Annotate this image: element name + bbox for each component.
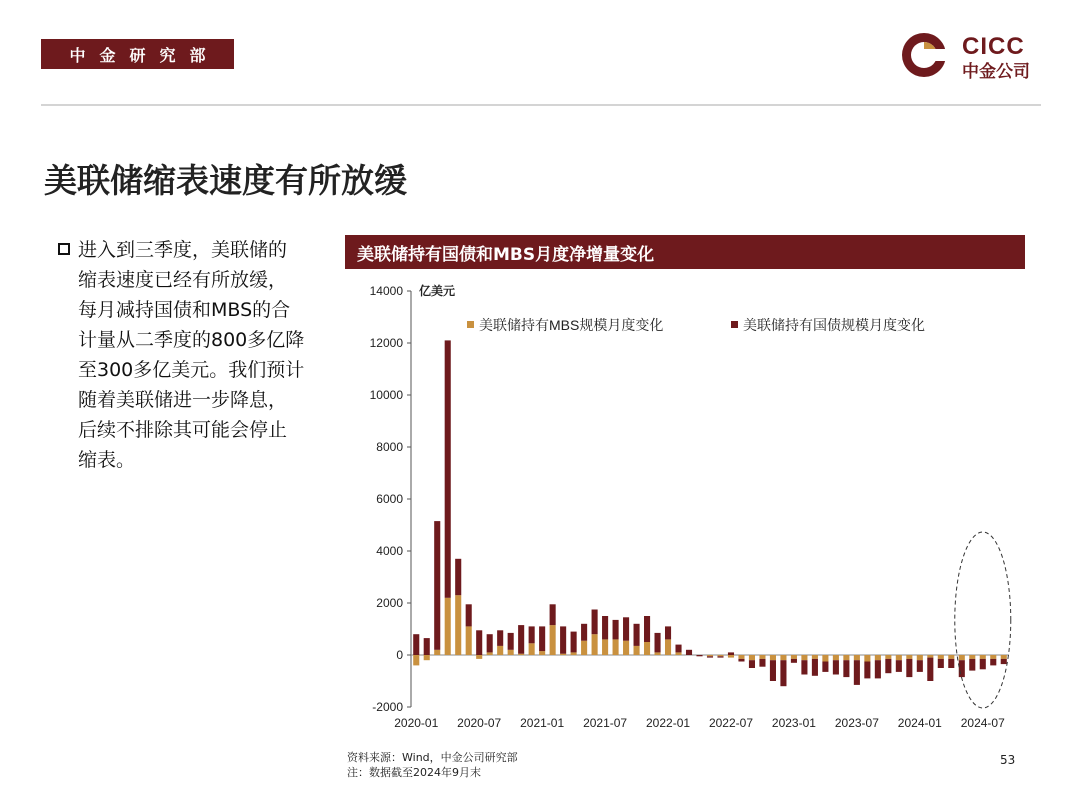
bar-mbs <box>990 655 996 659</box>
bar-treasury <box>497 630 503 646</box>
bar-mbs <box>770 655 776 660</box>
bar-treasury <box>843 660 849 677</box>
bar-mbs <box>969 655 975 659</box>
bar-treasury <box>728 652 734 655</box>
bar-treasury <box>854 660 860 685</box>
bar-treasury <box>896 660 902 672</box>
bar-mbs <box>623 641 629 655</box>
bar-treasury <box>613 620 619 640</box>
bar-mbs <box>780 655 786 660</box>
bar-mbs <box>812 655 818 659</box>
y-unit-label: 亿美元 <box>419 284 456 298</box>
bar-treasury <box>413 634 419 655</box>
date-note: 注：数据截至2024年9月末 <box>347 766 481 779</box>
bar-mbs <box>665 639 671 655</box>
y-tick-label: 6000 <box>376 492 403 506</box>
bullet-line: 缩表速度已经有所放缓， <box>78 269 288 291</box>
bar-treasury <box>875 660 881 678</box>
x-tick-label: 2020-01 <box>394 716 439 730</box>
bar-treasury <box>948 659 954 668</box>
y-tick-label: 12000 <box>369 336 403 350</box>
page-number: 53 <box>1000 753 1016 767</box>
bar-mbs <box>581 641 587 655</box>
bar-mbs <box>927 655 933 658</box>
bar-treasury <box>560 626 566 653</box>
y-tick-label: -2000 <box>372 700 403 714</box>
bar-treasury <box>455 559 461 595</box>
bar-treasury <box>539 626 545 651</box>
bar-mbs <box>413 655 419 665</box>
bullet-line: 后续不排除其可能会停止 <box>78 419 288 441</box>
y-tick-label: 2000 <box>376 596 403 610</box>
bar-mbs <box>602 639 608 655</box>
bullet-line: 随着美联储进一步降息， <box>78 389 288 411</box>
bullet-square-icon <box>58 243 70 255</box>
x-tick-label: 2023-07 <box>834 716 879 730</box>
bullet-line: 至300多亿美元。我们预计 <box>78 359 305 381</box>
bar-treasury <box>623 617 629 640</box>
bar-mbs <box>959 655 965 660</box>
bar-mbs <box>948 655 954 659</box>
bar-treasury <box>990 659 996 666</box>
y-tick-label: 4000 <box>376 544 403 558</box>
header-divider <box>41 104 1041 106</box>
legend-swatch <box>467 321 474 328</box>
bar-treasury <box>445 340 451 597</box>
bar-mbs <box>917 655 923 660</box>
bar-mbs <box>487 652 493 655</box>
bar-mbs <box>466 626 472 655</box>
bar-treasury <box>864 662 870 679</box>
x-tick-label: 2020-07 <box>457 716 502 730</box>
bar-mbs <box>717 655 723 656</box>
bar-treasury <box>571 632 577 653</box>
bar-treasury <box>749 660 755 668</box>
bar-mbs <box>529 643 535 655</box>
bar-treasury <box>424 638 430 655</box>
bar-treasury <box>770 660 776 681</box>
bar-treasury <box>518 625 524 654</box>
bar-mbs <box>508 650 514 655</box>
bar-treasury <box>644 616 650 642</box>
bar-treasury <box>938 659 944 668</box>
bullet-paragraph <box>58 235 333 475</box>
bar-mbs <box>864 655 870 662</box>
bar-mbs <box>592 634 598 655</box>
chart-title-bar: 美联储持有国债和MBS月度净增量变化 <box>345 235 1025 269</box>
highlight-ellipse <box>955 532 1011 708</box>
bar-mbs <box>728 655 734 658</box>
bar-mbs <box>885 655 891 659</box>
cicc-logo <box>900 30 1050 80</box>
bar-mbs <box>738 655 744 659</box>
bar-treasury <box>550 604 556 625</box>
bar-mbs <box>1001 655 1007 659</box>
bar-mbs <box>749 655 755 660</box>
bar-treasury <box>696 655 702 656</box>
bar-mbs <box>613 639 619 655</box>
bar-treasury <box>675 645 681 653</box>
bar-mbs <box>759 655 765 659</box>
bar-mbs <box>497 646 503 655</box>
bullet-line: 进入到三季度，美联储的 <box>78 239 288 261</box>
bar-treasury <box>434 521 440 650</box>
x-tick-label: 2022-01 <box>646 716 691 730</box>
bar-treasury <box>801 660 807 674</box>
x-tick-label: 2024-01 <box>897 716 942 730</box>
x-tick-label: 2021-01 <box>520 716 565 730</box>
bullet-line: 每月减持国债和MBS的合 <box>78 299 291 321</box>
bar-treasury <box>917 660 923 672</box>
y-tick-label: 14000 <box>369 284 403 298</box>
bar-mbs <box>707 655 713 656</box>
x-tick-label: 2022-07 <box>708 716 754 730</box>
page-title: 美联储缩表速度有所放缓 <box>44 161 407 200</box>
bar-treasury <box>738 659 744 662</box>
cicc-logo-icon <box>900 30 956 80</box>
bar-treasury <box>655 633 661 653</box>
bar-treasury <box>812 659 818 676</box>
bar-mbs <box>455 595 461 655</box>
bar-mbs <box>833 655 839 660</box>
legend-swatch <box>731 321 738 328</box>
bar-treasury <box>759 659 765 667</box>
bullet-line: 缩表。 <box>78 449 136 471</box>
logo-text-cn: 中金公司 <box>962 62 1030 82</box>
bar-mbs <box>906 655 912 659</box>
bar-treasury <box>686 650 692 655</box>
bar-treasury <box>508 633 514 650</box>
bar-treasury <box>634 624 640 646</box>
bar-treasury <box>466 604 472 626</box>
bar-treasury <box>665 626 671 639</box>
bullet-line: 计量从二季度的800多亿降 <box>78 329 305 351</box>
x-tick-label: 2024-07 <box>960 716 1005 730</box>
bar-treasury <box>885 659 891 673</box>
bar-treasury <box>476 630 482 655</box>
bar-treasury <box>581 624 587 641</box>
bar-mbs <box>434 650 440 655</box>
bar-treasury <box>529 626 535 643</box>
bar-mbs <box>938 655 944 659</box>
bar-mbs <box>445 598 451 655</box>
bar-mbs <box>875 655 881 660</box>
logo-text-en: CICC <box>962 33 1025 60</box>
bar-mbs <box>791 655 797 659</box>
bar-mbs <box>518 654 524 655</box>
bar-mbs <box>896 655 902 660</box>
bar-treasury <box>906 659 912 677</box>
bar-chart <box>345 275 1035 735</box>
bar-mbs <box>476 655 482 659</box>
bar-mbs <box>560 654 566 655</box>
bar-treasury <box>592 610 598 635</box>
bar-mbs <box>644 642 650 655</box>
source-note: 资料来源：Wind，中金公司研究部 <box>347 751 518 764</box>
y-tick-label: 8000 <box>376 440 403 454</box>
bar-mbs <box>539 651 545 655</box>
source-notes <box>347 750 518 780</box>
bar-mbs <box>571 652 577 655</box>
bar-mbs <box>980 655 986 659</box>
bar-treasury <box>1001 659 1007 664</box>
department-badge: 中金研究部 <box>41 39 234 69</box>
bar-treasury <box>959 660 965 677</box>
x-tick-label: 2023-01 <box>771 716 816 730</box>
bar-treasury <box>780 660 786 686</box>
legend-label: 美联储持有MBS规模月度变化 <box>479 317 664 333</box>
bar-treasury <box>927 658 933 681</box>
bar-treasury <box>833 660 839 674</box>
bar-mbs <box>854 655 860 660</box>
legend-label: 美联储持有国债规模月度变化 <box>743 317 925 333</box>
y-tick-label: 0 <box>396 648 403 662</box>
bar-mbs <box>822 655 828 662</box>
bar-treasury <box>717 656 723 657</box>
bar-treasury <box>602 616 608 639</box>
bar-mbs <box>675 652 681 655</box>
bar-mbs <box>634 646 640 655</box>
bar-treasury <box>822 662 828 672</box>
y-tick-label: 10000 <box>369 388 403 402</box>
x-tick-label: 2021-07 <box>583 716 628 730</box>
bar-mbs <box>843 655 849 660</box>
bar-mbs <box>655 652 661 655</box>
bar-treasury <box>969 659 975 671</box>
bar-mbs <box>801 655 807 660</box>
bar-treasury <box>487 634 493 652</box>
bar-treasury <box>707 656 713 657</box>
bar-treasury <box>791 659 797 663</box>
bar-mbs <box>550 625 556 655</box>
bar-mbs <box>424 655 430 660</box>
bar-treasury <box>980 659 986 669</box>
